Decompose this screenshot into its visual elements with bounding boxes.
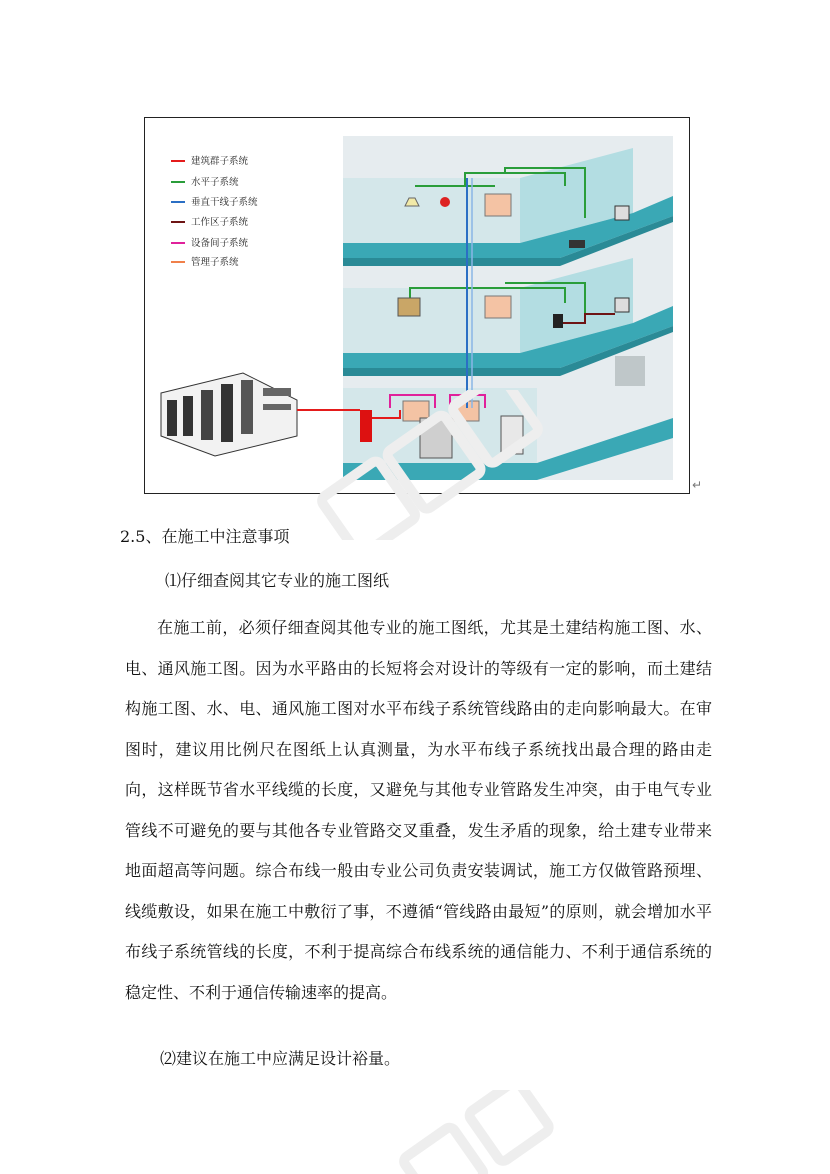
floor-3-phone bbox=[569, 240, 585, 248]
legend-label-admin: 管理子系统 bbox=[191, 257, 239, 268]
watermark-stamp-lower bbox=[380, 1090, 580, 1174]
body-paragraph: 在施工前，必须仔细查阅其他专业的施工图纸，尤其是土建结构施工图、水、电、通风施工图。因为水平路由的长短将会对设计的等级有一定的影响，而土建结构施工图、水、电、通风施工图对水平布线子系统管线路由的走向影响最大。在审图时，建议用比例尺在图纸上认真测量，为水平布线子系统找出最合理的路由走向，这样既节省水平线缆的长度，又避免与其他专业管路发生冲突，由于电气专业管线不可避免的要与其他各专业管路交叉重叠，发生矛盾的现象，给土建专业带来地面超高等问题。综合布线一般由专业公司负责安装调试，施工方仅做管路预埋、线缆敷设，如果在施工中敷衍了事，不遵循“管线路由最短”的原则，就会增加水平布线子系统管线的长度，不利于提高综合布线系统的通信能力、不利于通信系统的稳定性、不利于通信传输速率的提高。 bbox=[125, 618, 712, 1002]
floor-3-camera bbox=[440, 197, 450, 207]
legend-label-building: 建筑群子系统 bbox=[191, 156, 249, 167]
campus-building bbox=[161, 373, 297, 456]
legend-label-equipment: 设备间子系统 bbox=[191, 238, 249, 249]
floor-3-patch-panel bbox=[485, 194, 511, 216]
cabling-system-figure bbox=[144, 117, 690, 494]
subheading-review-drawings: ⑴仔细查阅其它专业的施工图纸 bbox=[165, 571, 390, 590]
floor-1-cabinet bbox=[501, 416, 523, 454]
cabling-diagram bbox=[145, 118, 689, 493]
section-heading: 2.5、在施工中注意事项 bbox=[120, 527, 290, 546]
paragraph-mark: ↵ bbox=[692, 478, 703, 492]
floor-1-tower bbox=[615, 356, 645, 386]
subheading-design-margin: ⑵建议在施工中应满足设计裕量。 bbox=[160, 1049, 401, 1068]
floor-2-monitor bbox=[398, 298, 420, 316]
legend-label-workarea: 工作区子系统 bbox=[191, 217, 249, 228]
floor-1-distribution-box bbox=[360, 410, 372, 442]
legend bbox=[171, 155, 258, 268]
legend-label-backbone: 垂直干线子系统 bbox=[191, 197, 258, 208]
legend-label-horizontal: 水平子系统 bbox=[191, 177, 239, 188]
floor-3-computer bbox=[615, 206, 629, 220]
floor-1-server bbox=[420, 418, 452, 458]
